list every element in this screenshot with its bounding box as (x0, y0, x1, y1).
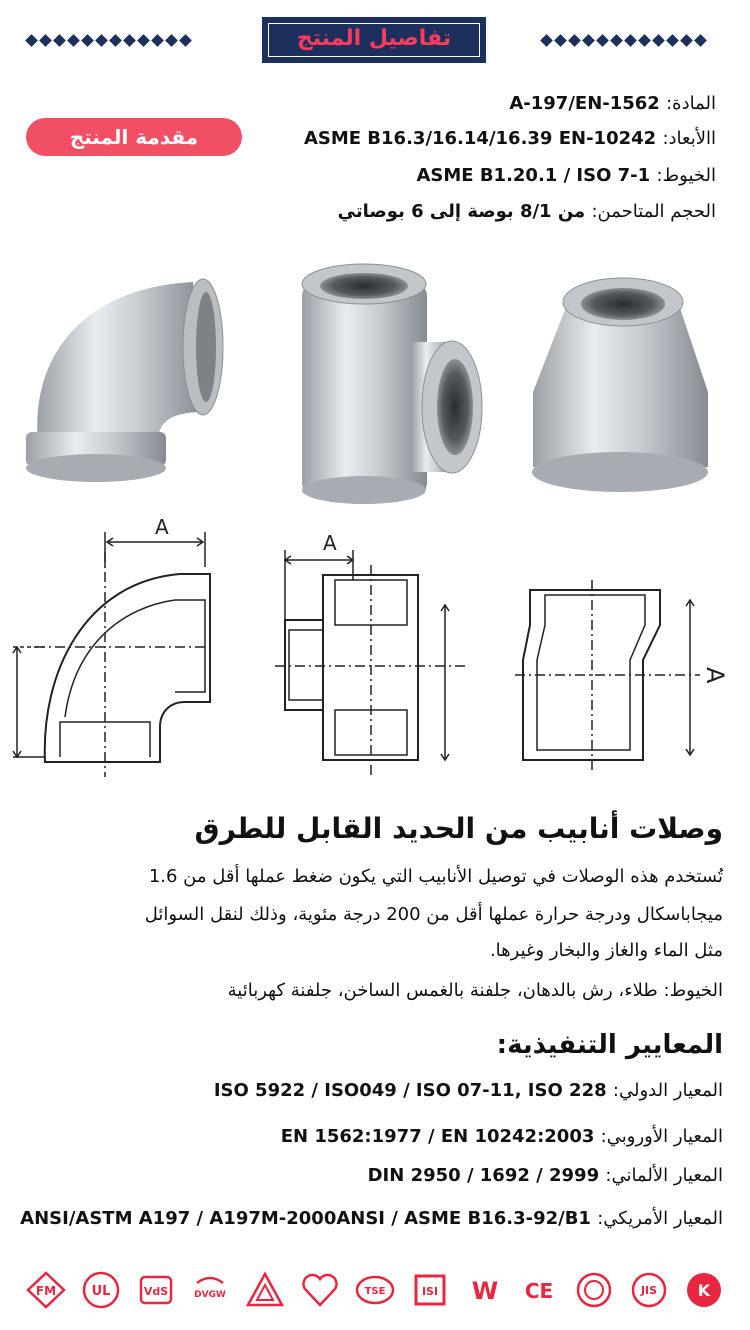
spec-dimensions (304, 128, 716, 149)
header-banner (262, 17, 486, 63)
spec-value: A-197/EN-1562 (509, 93, 660, 114)
inmetro-logo (573, 1269, 615, 1311)
svg-text:CE: CE (525, 1279, 554, 1303)
standard-value: ISO 5922 / ISO049 / ISO 07-11, ISO 228 (213, 1080, 607, 1101)
standard-label: المعيار الألماني: (605, 1165, 723, 1186)
header-left-ornament (26, 33, 191, 49)
svg-text:UL: UL (91, 1284, 111, 1299)
dimension-label: A (155, 515, 169, 539)
dimension-label: A (323, 531, 337, 555)
spec-value: ASME B16.3/16.14/16.39 EN-10242 (303, 128, 657, 149)
dimension-label: A (701, 667, 729, 684)
vds-logo (135, 1269, 177, 1311)
certification-logos (25, 1268, 725, 1312)
spec-material (509, 93, 716, 114)
spec-value: من 8/1 بوصة إلى 6 بوصاتي (337, 201, 586, 222)
svg-text:JIS: JIS (641, 1284, 658, 1297)
standard-european (281, 1126, 723, 1147)
watermark-logo (464, 1269, 506, 1311)
fm-approved-logo (25, 1269, 67, 1311)
tee-fitting-photo (292, 262, 492, 507)
svg-text:TSE: TSE (364, 1286, 386, 1297)
standard-value: EN 1562:1977 / EN 10242:2003 (280, 1126, 595, 1147)
standard-label: المعيار الأمريكي: (597, 1208, 723, 1229)
standard-label: المعيار الدولي: (612, 1080, 723, 1101)
triangle-cert-logo (244, 1269, 286, 1311)
standard-german (368, 1165, 723, 1186)
tse-logo (354, 1269, 396, 1311)
spec-label: المادة: (666, 93, 716, 114)
reducer-technical-drawing (515, 580, 745, 770)
spec-size (338, 201, 716, 222)
spec-label: الحجم المتاحمن: (591, 201, 716, 222)
svg-text:FM: FM (35, 1284, 57, 1298)
svg-text:DVGW: DVGW (194, 1290, 227, 1300)
isi-logo (409, 1269, 451, 1311)
heart-cert-logo (299, 1269, 341, 1311)
standards-title: المعايير التنفيذية: (496, 1030, 723, 1060)
spec-label: الخيوط: (656, 165, 716, 186)
elbow-technical-drawing (5, 512, 235, 780)
ce-logo (518, 1269, 560, 1311)
jis-logo (628, 1269, 670, 1311)
dvgw-logo (189, 1269, 231, 1311)
threads-finish-line: الخيوط: طلاء، رش بالدهان، جلفنة بالغمس الساخن، جلفنة كهربائية (227, 980, 723, 1001)
svg-text:VdS: VdS (143, 1285, 168, 1298)
reducer-fitting-photo (528, 272, 718, 497)
tee-technical-drawing (275, 520, 475, 785)
page-title: تفاصيل المنتج (296, 26, 452, 51)
standard-american (20, 1208, 723, 1229)
svg-text:K: K (697, 1281, 711, 1300)
product-intro-badge: مقدمة المنتج (26, 118, 242, 156)
description-line: ميجاباسكال ودرجة حرارة عملها أقل من 200 درجة مئوية، وذلك لنقل السوائل (144, 904, 723, 925)
standard-value: ANSI/ASTM A197 / A197M-2000ANSI / ASME B16.3-92/B1 (20, 1208, 591, 1229)
svg-text:W: W (471, 1277, 498, 1305)
spec-value: ASME B1.20.1 / ISO 7-1 (416, 165, 651, 186)
standard-value: DIN 2950 / 1692 / 2999 (367, 1165, 600, 1186)
ul-listed-logo (80, 1269, 122, 1311)
standard-label: المعيار الأوروبي: (600, 1126, 723, 1147)
spec-threads (416, 165, 716, 186)
elbow-fitting-photo (18, 272, 228, 497)
description-line: تُستخدم هذه الوصلات في توصيل الأنابيب التي يكون ضغط عملها أقل من 1.6 (148, 866, 723, 887)
standard-international (214, 1080, 723, 1101)
product-title: وصلات أنابيب من الحديد القابل للطرق (194, 812, 723, 845)
header-right-ornament (541, 33, 706, 49)
svg-text:ISI: ISI (421, 1285, 438, 1298)
spec-label: االأبعاد: (662, 128, 716, 149)
ks-logo (683, 1269, 725, 1311)
description-line: مثل الماء والغاز والبخار وغيرها. (489, 940, 723, 961)
